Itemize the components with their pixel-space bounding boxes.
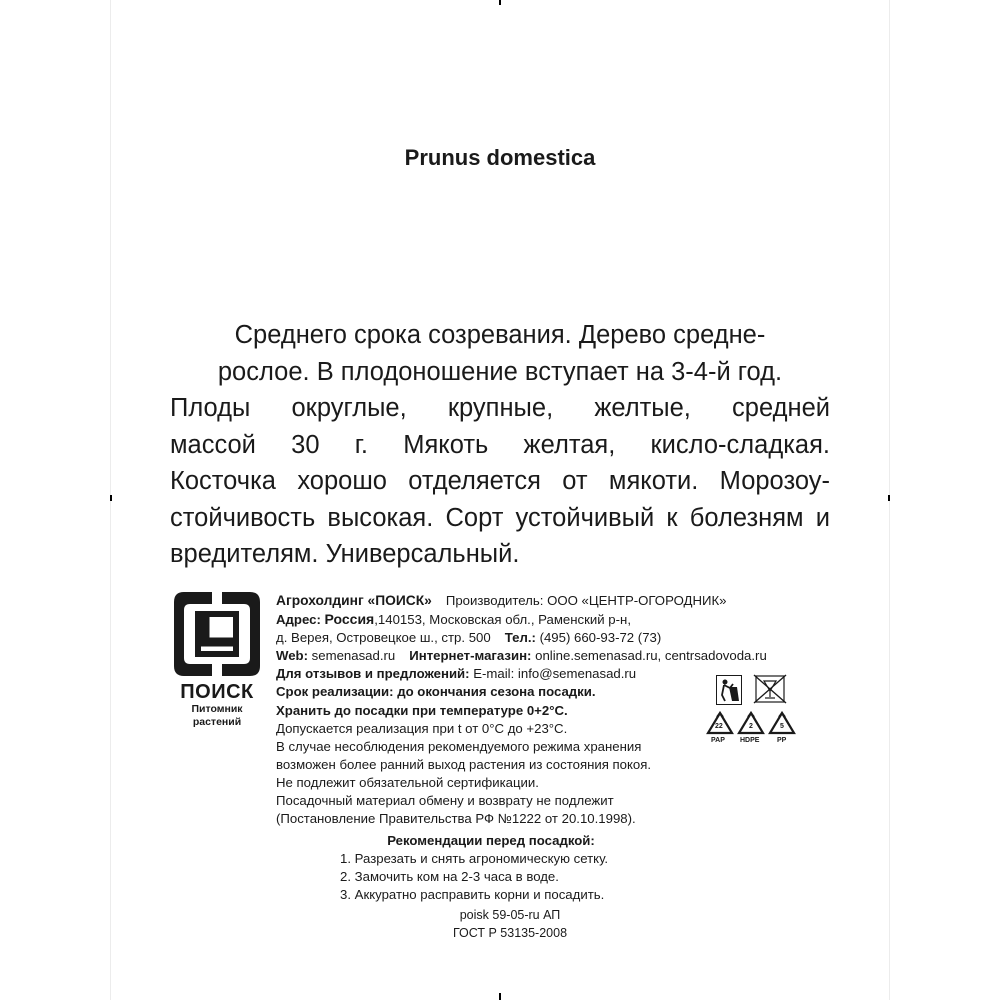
- logo-subtitle-line: Питомник: [191, 703, 243, 715]
- address-row-2: [276, 629, 836, 647]
- company-row: [276, 592, 836, 610]
- list-item: 1. Разрезать и снять агрономическую сетку.: [340, 851, 609, 867]
- email[interactable]: E-mail: info@semenasad.ru: [473, 666, 637, 682]
- web-label: Web:: [276, 648, 308, 664]
- description-line: массой 30 г. Мякоть желтая, кисло-сладкая.: [170, 430, 830, 459]
- recycling-number: 2: [749, 723, 753, 730]
- variety-description: [170, 317, 830, 573]
- sale-temp: Допускается реализация при t от 0°С до +23°С.: [276, 720, 568, 736]
- address-line: ,140153, Московская обл., Раменский р-н,: [374, 612, 631, 628]
- recycling-number: 22: [715, 723, 723, 730]
- planting-recommendations: [276, 832, 706, 904]
- logo-text: [170, 681, 264, 729]
- description-line: стойчивость высокая. Сорт устойчивый к болезням и: [170, 503, 830, 532]
- tel-label: Тел.:: [504, 630, 536, 646]
- return-note: Посадочный материал обмену и возврату не подлежит: [276, 793, 614, 809]
- recommendations-title: Рекомендации перед посадкой:: [387, 833, 595, 848]
- recommendations-list: [340, 850, 706, 904]
- feedback-label: Для отзывов и предложений:: [276, 666, 470, 682]
- gost-code: ГОСТ Р 53135-2008: [452, 926, 568, 940]
- logo-subtitle: [170, 703, 264, 729]
- logo-name: ПОИСК: [180, 681, 254, 703]
- right-crop-mark: [888, 495, 890, 501]
- list-item: 3. Аккуратно расправить корни и посадить.: [340, 887, 605, 903]
- description-line: Плоды округлые, крупные, желтые, средней: [170, 394, 830, 422]
- warning-line: возможен более ранний выход растения из состояния покоя.: [276, 756, 652, 772]
- bottom-crop-mark: [499, 993, 501, 1000]
- left-crop-mark: [110, 495, 112, 501]
- description-line: вредителям. Универсальный.: [170, 540, 520, 568]
- poisk-logo-icon: [172, 590, 262, 678]
- web-link[interactable]: semenasad.ru: [311, 648, 396, 664]
- address-line: д. Верея, Островецкое ш., стр. 500: [276, 630, 491, 646]
- recycling-number: 5: [780, 723, 784, 730]
- no-glass-icon: [752, 673, 788, 705]
- return-note: (Постановление Правительства РФ №1222 от 20.10.1998).: [276, 811, 636, 827]
- warning-line: В случае несоблюдения рекомендуемого режима хранения: [276, 738, 642, 754]
- product-codes: [430, 906, 590, 942]
- description-line: Среднего срока созревания. Дерево средне-: [234, 321, 766, 349]
- company-name: Агрохолдинг «ПОИСК»: [276, 593, 432, 608]
- certification-note: Не подлежит обязательной сертификации.: [276, 774, 539, 790]
- latin-name: Prunus domestica: [404, 145, 596, 170]
- producer: Производитель: ООО «ЦЕНТР-ОГОРОДНИК»: [445, 593, 727, 608]
- address-label: Адрес:: [276, 612, 321, 628]
- recycling-label: HDPE: [740, 737, 760, 744]
- article-code: poisk 59-05-ru АП: [459, 908, 561, 922]
- description-line: рослое. В плодоношение вступает на 3-4-й год.: [217, 357, 783, 386]
- top-crop-mark: [499, 0, 501, 5]
- country: Россия: [324, 611, 375, 628]
- list-item: 2. Замочить ком на 2-3 часа в воде.: [340, 869, 559, 885]
- shelf-life-text: Срок реализации: до окончания сезона посадки.: [276, 684, 596, 700]
- description-line: Косточка хорошо отделяется от мякоти. Морозоу-: [170, 467, 830, 495]
- recycling-label: PAP: [711, 737, 725, 744]
- storage-text: Хранить до посадки при температуре 0+2°С.: [276, 702, 568, 718]
- web-row: [276, 647, 836, 665]
- shop-label: Интернет-магазин:: [409, 648, 532, 664]
- trash-bin-icon: [716, 675, 742, 705]
- logo-subtitle-line: растений: [192, 716, 242, 728]
- address-row: [276, 610, 836, 629]
- recycling-label: PP: [777, 737, 787, 744]
- shop-links[interactable]: online.semenasad.ru, centrsadovoda.ru: [535, 648, 767, 664]
- phone: (495) 660-93-72 (73): [539, 630, 662, 646]
